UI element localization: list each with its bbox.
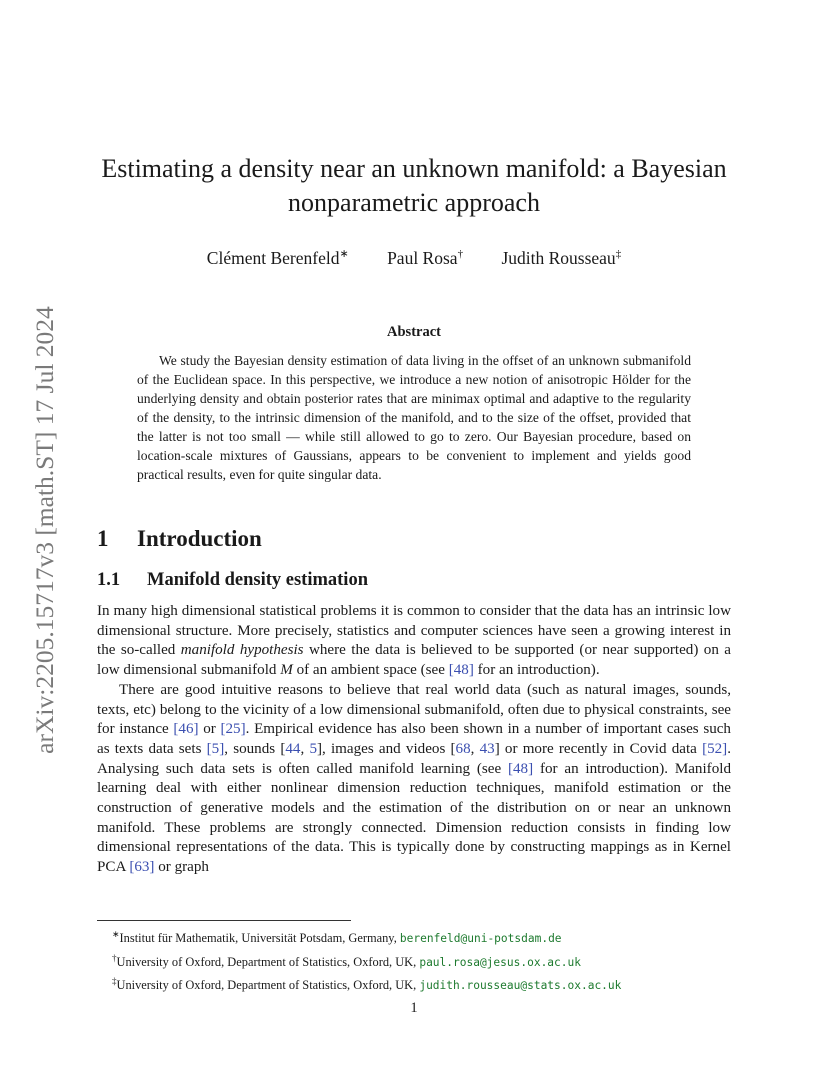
footnote-mark: ‡ — [112, 976, 117, 987]
citation-link[interactable]: 43 — [479, 740, 495, 757]
author-list — [96, 242, 732, 270]
email-link[interactable]: paul.rosa@jesus.ox.ac.uk — [419, 955, 581, 969]
footnote-item — [112, 972, 621, 996]
author-3 — [501, 248, 621, 268]
text-run: In many high dimensional statistical problems it is common to consider that the data has an intrinsic low dimensional structure. More precisely, statistics and computer sciences have seen a growing interest in the so-called — [97, 603, 731, 659]
footnote-mark: ∗ — [112, 929, 120, 939]
citation-link[interactable]: 5 — [309, 740, 317, 757]
citation-link[interactable]: [48] — [448, 662, 474, 679]
footnote-mark: ‡ — [615, 248, 622, 260]
citation-link[interactable]: [52] — [702, 740, 728, 757]
subsection-heading — [97, 570, 368, 591]
text-run: There are good intuitive reasons to believe that real world data (such as natural images, sounds, texts, etc) belong to the vicinity of a low dimensional submanifold, often due to physical constraints, see for instance — [97, 681, 731, 738]
citation-link[interactable]: [63] — [129, 859, 155, 876]
email-link[interactable]: judith.rousseau@stats.ox.ac.uk — [419, 979, 622, 993]
text-run: where the data is believed to be supported (or near supported) on a low dimensional submanifold — [97, 642, 731, 679]
text-run: or graph — [154, 859, 209, 876]
footnote-text: University of Oxford, Department of Statistics, Oxford, UK, — [116, 978, 420, 993]
author-2 — [387, 248, 463, 268]
author-name: Judith Rousseau — [501, 247, 616, 268]
footnote-text: University of Oxford, Department of Statistics, Oxford, UK, — [116, 954, 420, 969]
paragraph-2 — [97, 681, 731, 878]
text-run: ], images and videos [ — [316, 740, 456, 757]
citation-link[interactable]: 44 — [285, 740, 301, 757]
author-1 — [207, 248, 349, 268]
text-run: or — [198, 721, 221, 738]
citation-link[interactable]: [46] — [173, 721, 199, 738]
footnote-mark: † — [457, 248, 464, 260]
math-symbol: M — [280, 662, 293, 679]
section-title: Introduction — [137, 526, 262, 551]
text-run: for an introduction). Manifold learning deal with either nonlinear dimension reduction techniques, manifold estimation or the construction of generative models and the estimation of the distribution on or near an unknown manifold. These problems are strongly connected. Dimension reduction consists in finding low dimensional representations of the data. This is typically done by constructing mappings as in Kernel PCA — [97, 760, 731, 876]
citation-link[interactable]: [48] — [507, 760, 534, 777]
author-name: Paul Rosa — [387, 247, 458, 268]
citation-link[interactable]: 68 — [455, 740, 471, 757]
citation-link[interactable]: [5] — [206, 740, 225, 757]
author-name: Clément Berenfeld — [206, 247, 340, 268]
text-run: . Empirical evidence has also been shown in a number of important cases such as texts data sets — [97, 721, 731, 757]
footnote-mark: † — [112, 952, 117, 963]
subsection-number: 1.1 — [97, 570, 121, 590]
body-text — [97, 602, 731, 878]
emphasis-text: manifold hypothesis — [180, 642, 304, 659]
text-run: for an introduction). — [473, 662, 600, 679]
citation-link[interactable]: [25] — [220, 721, 246, 738]
arxiv-identifier: arXiv:2205.15717v3 [math.ST] 17 Jul 2024 — [30, 306, 59, 754]
text-run: ] or more recently in Covid data — [494, 740, 703, 757]
footnotes — [112, 925, 621, 996]
paragraph-1 — [97, 602, 731, 681]
email-link[interactable]: berenfeld@uni-potsdam.de — [399, 932, 562, 946]
footnote-mark: ∗ — [339, 248, 349, 260]
footnote-divider — [97, 920, 351, 921]
section-heading — [97, 526, 262, 552]
footnote-text: Institut für Mathematik, Universität Potsdam, Germany, — [119, 931, 400, 946]
text-run: , — [470, 740, 480, 757]
text-run: , sounds [ — [224, 740, 286, 757]
footnote-item — [112, 949, 621, 973]
text-run: , — [300, 740, 310, 757]
page-number: 1 — [410, 1000, 418, 1016]
section-number: 1 — [97, 526, 109, 551]
footnote-item — [112, 925, 621, 949]
subsection-title: Manifold density estimation — [147, 570, 368, 590]
paper-title: Estimating a density near an unknown manifold: a Bayesian nonparametric approach — [101, 154, 727, 217]
abstract-heading: Abstract — [387, 324, 441, 340]
text-run: . Analysing such data sets is often called manifold learning (see — [97, 740, 731, 777]
abstract-text: We study the Bayesian density estimation of data living in the offset of an unknown submanifold of the Euclidean space. In this perspective, we introduce a new notion of anisotropic Hölder for the underlying density and obtain posterior rates that are minimax optimal and adaptive to the regularity of the density, to the intrinsic dimension of the manifold, and to the size of the offset, provided that the latter is not too small — while still allowed to go to zero. Our Bayesian procedure, based on location-scale mixtures of Gaussians, appears to be convenient to implement and yields good practical results, even for quite singular data. — [137, 353, 691, 482]
text-run: of an ambient space (see — [292, 662, 449, 679]
